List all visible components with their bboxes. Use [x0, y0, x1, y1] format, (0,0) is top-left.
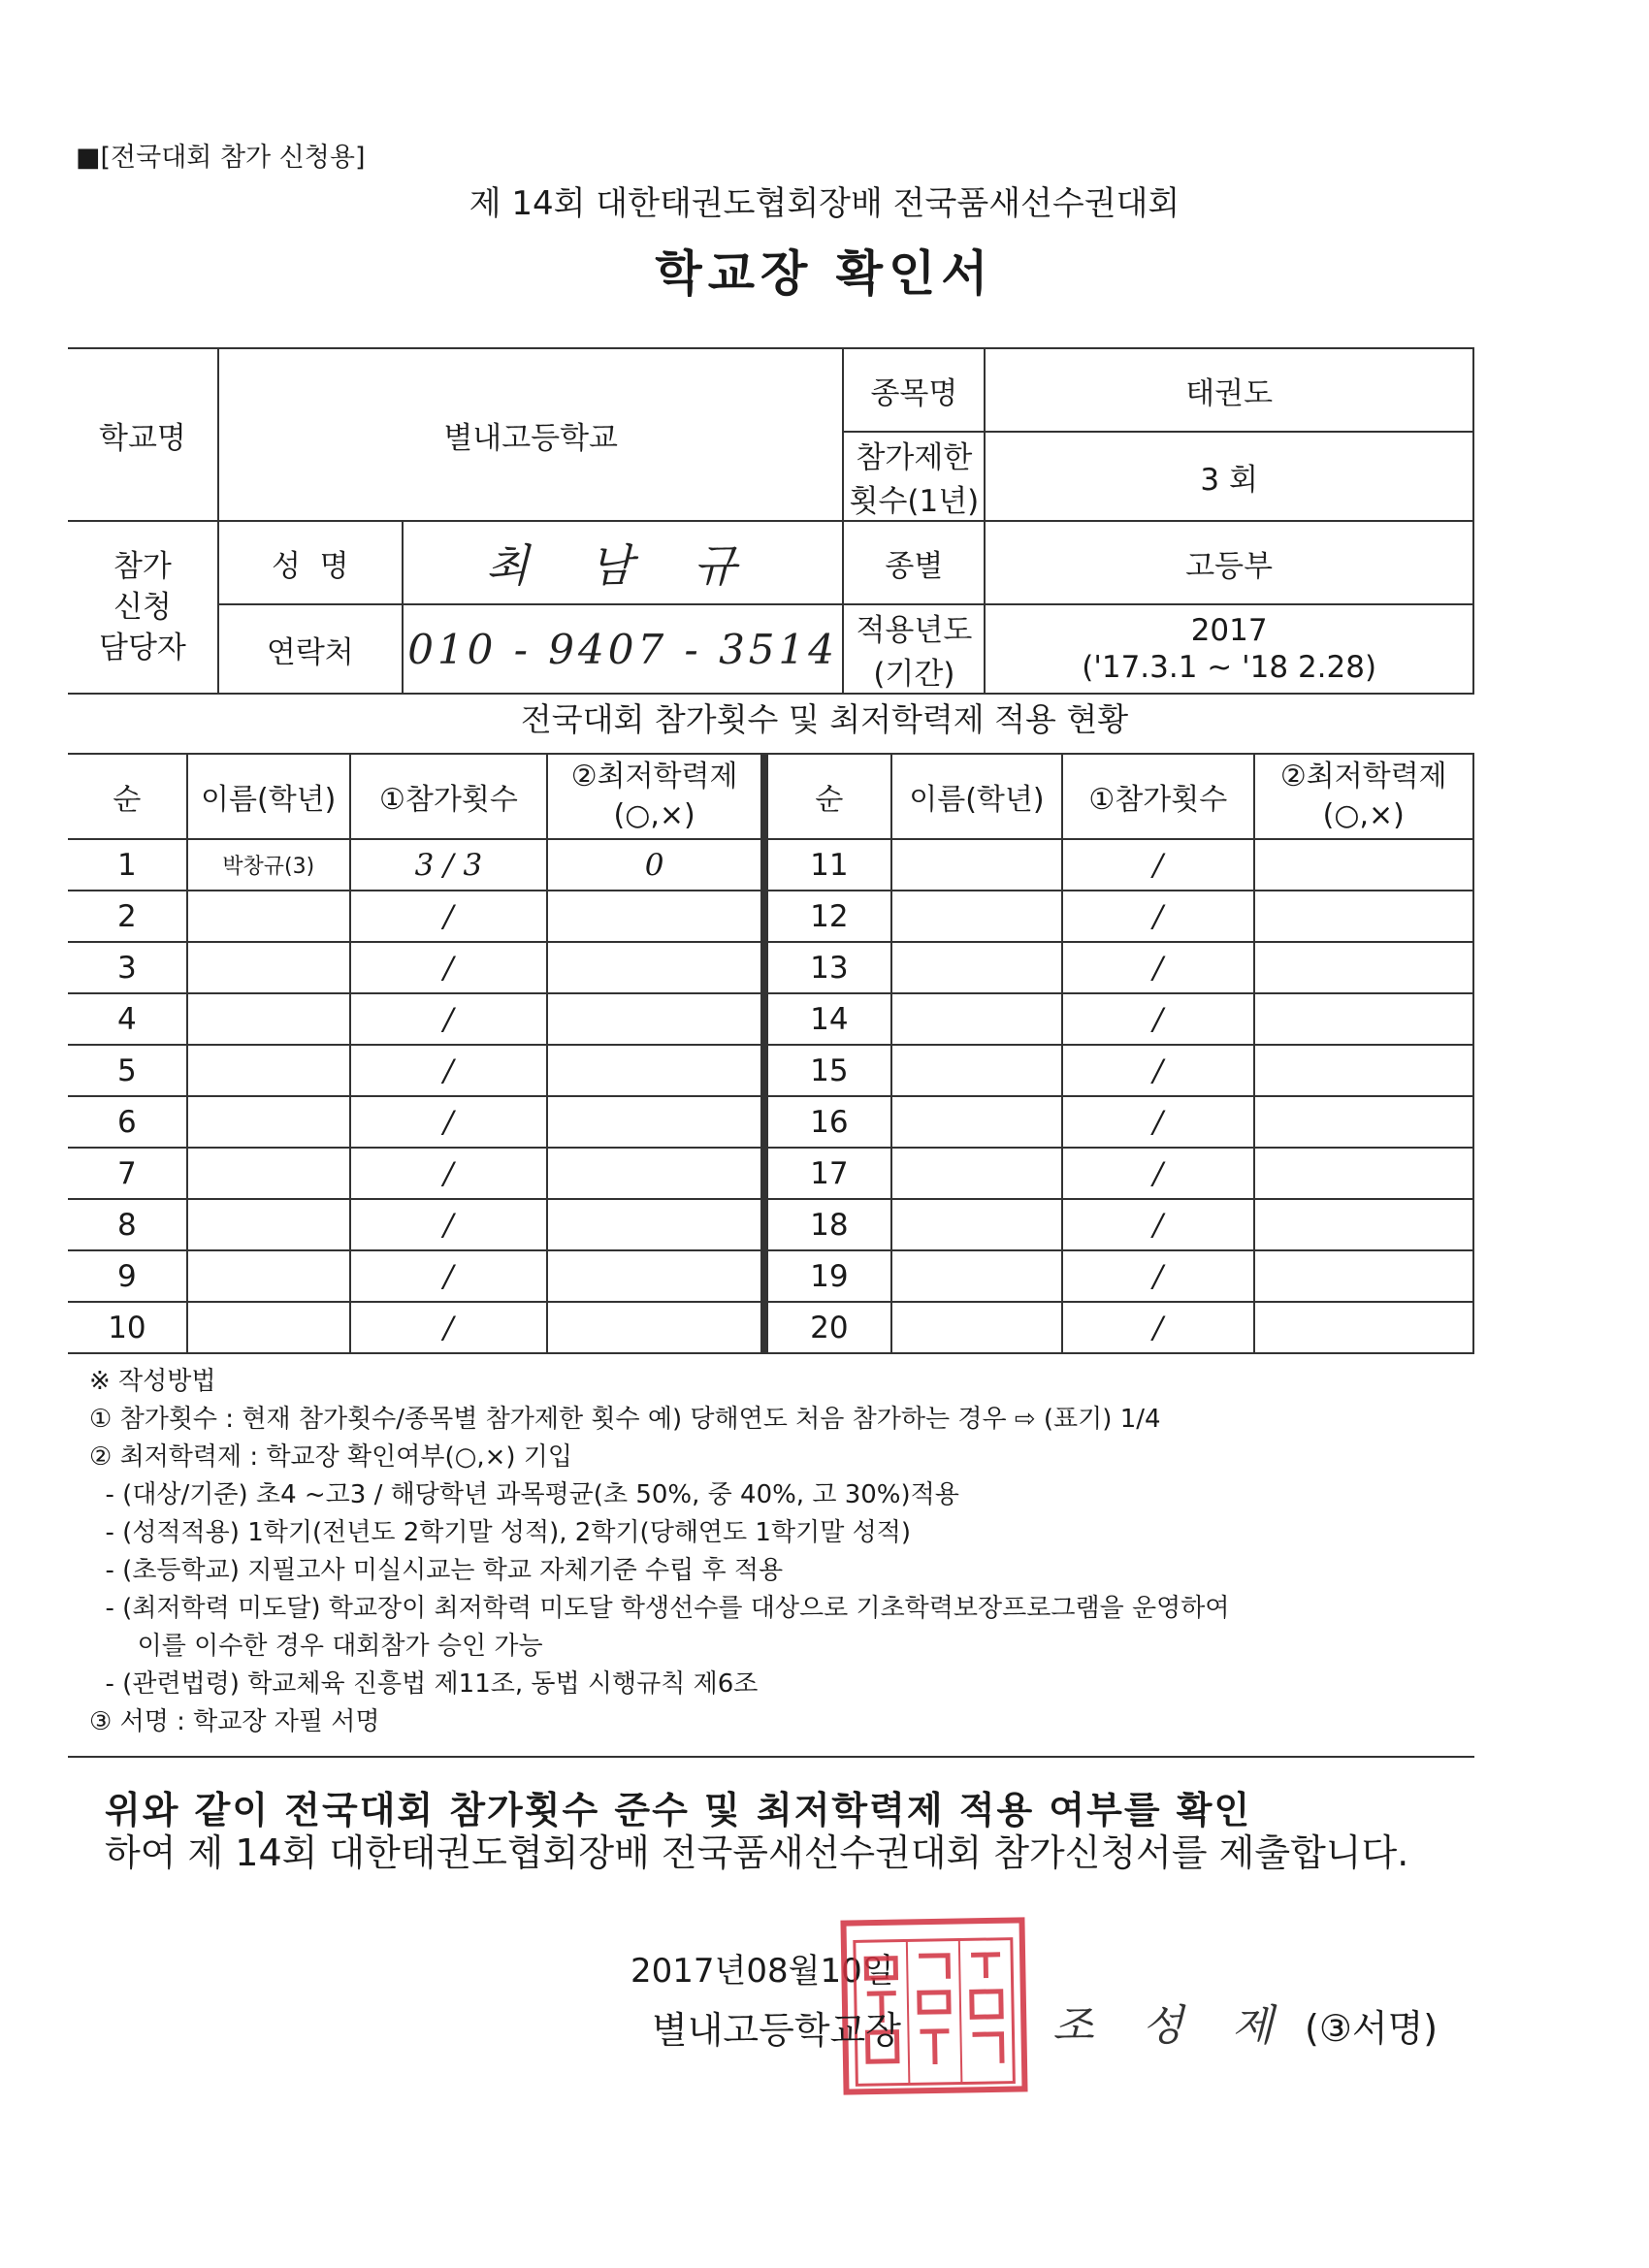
applicant-label — [68, 521, 218, 694]
sport-value: 태권도 — [985, 348, 1473, 432]
row-count: / — [1062, 1250, 1253, 1302]
year-label-line2: (기간) — [873, 657, 955, 692]
row-count: / — [350, 1302, 548, 1353]
row-name — [187, 1148, 350, 1199]
col-min — [1254, 754, 1473, 839]
status-table-left — [68, 753, 762, 1354]
instruction-line: - (대상/기준) 초4 ~고3 / 해당학년 과목평균(초 50%, 중 40%, 고 30%)적용 — [89, 1480, 959, 1509]
instructions — [89, 1363, 1229, 1741]
document-title: 학교장 확인서 — [655, 245, 994, 302]
table-row — [767, 1199, 1473, 1250]
year-label — [843, 604, 985, 694]
row-min-grade — [547, 1199, 761, 1250]
instruction-line: 이를 이수한 경우 대회참가 승인 가능 — [89, 1632, 543, 1661]
table-row — [68, 1302, 761, 1353]
row-min-grade — [547, 993, 761, 1045]
division-value: 고등부 — [985, 521, 1473, 604]
name-label: 성 명 — [218, 521, 403, 604]
table-row — [68, 1148, 761, 1199]
col-name: 이름(학년) — [891, 754, 1062, 839]
col-min — [547, 754, 761, 839]
issue-date: 2017년08월10일 — [630, 1952, 894, 1991]
instruction-line: ② 최저학력제 : 학교장 확인여부(○,×) 기입 — [89, 1442, 573, 1472]
row-count: / — [1062, 1148, 1253, 1199]
instruction-line: ① 참가횟수 : 현재 참가횟수/종목별 참가제한 횟수 예) 당해연도 처음 참가하는 경우 ⇨ (표기) 1/4 — [89, 1405, 1161, 1434]
year-label-line1: 적용년도 — [856, 613, 973, 648]
row-name — [891, 1302, 1062, 1353]
applicant-label-line1: 참가 — [113, 549, 172, 584]
instruction-line: ③ 서명 : 학교장 자필 서명 — [89, 1707, 380, 1736]
table-row — [68, 1250, 761, 1302]
row-number: 12 — [767, 891, 891, 942]
row-min-grade — [1254, 1250, 1473, 1302]
table-row — [767, 1096, 1473, 1148]
row-number: 2 — [68, 891, 187, 942]
row-min-grade — [547, 942, 761, 993]
instructions-title: ※ 작성방법 — [89, 1367, 216, 1396]
instruction-line: - (관련법령) 학교체육 진흥법 제11조, 동법 시행규칙 제6조 — [89, 1669, 759, 1699]
row-number: 18 — [767, 1199, 891, 1250]
row-min-grade — [547, 1096, 761, 1148]
division-label: 종별 — [843, 521, 985, 604]
table-row — [767, 891, 1473, 942]
row-min-grade: 0 — [547, 839, 761, 891]
row-count: / — [1062, 891, 1253, 942]
signature-label: (③서명) — [1305, 2007, 1439, 2050]
row-number: 5 — [68, 1045, 187, 1096]
table-row — [68, 1199, 761, 1250]
row-count: / — [1062, 1096, 1253, 1148]
row-count: / — [350, 1045, 548, 1096]
school-value: 별내고등학교 — [218, 348, 844, 521]
row-count: / — [350, 942, 548, 993]
contact-label: 연락처 — [218, 604, 403, 694]
name-value-handwritten: 최 남 규 — [403, 521, 844, 604]
table-row — [767, 1045, 1473, 1096]
year-value-main: 2017 — [1190, 613, 1268, 648]
row-name — [187, 891, 350, 942]
limit-label-line2: 횟수(1년) — [849, 484, 980, 519]
row-min-grade — [1254, 1096, 1473, 1148]
row-number: 20 — [767, 1302, 891, 1353]
row-count: / — [1062, 1302, 1253, 1353]
row-min-grade — [1254, 993, 1473, 1045]
row-min-grade — [1254, 1199, 1473, 1250]
row-number: 13 — [767, 942, 891, 993]
col-min-line2: (○,×) — [1322, 798, 1405, 832]
row-number: 9 — [68, 1250, 187, 1302]
row-min-grade — [1254, 891, 1473, 942]
row-count: / — [350, 1250, 548, 1302]
row-name — [891, 1148, 1062, 1199]
row-min-grade — [1254, 942, 1473, 993]
row-name — [891, 1250, 1062, 1302]
table-row — [767, 839, 1473, 891]
row-number: 17 — [767, 1148, 891, 1199]
form-type-tag: ■[전국대회 참가 신청용] — [76, 143, 366, 173]
school-label: 학교명 — [68, 348, 218, 521]
row-name — [187, 1302, 350, 1353]
row-min-grade — [547, 1302, 761, 1353]
table-row — [68, 1045, 761, 1096]
row-number: 6 — [68, 1096, 187, 1148]
row-number: 15 — [767, 1045, 891, 1096]
table-row — [767, 1250, 1473, 1302]
col-min-line1: ②최저학력제 — [570, 760, 738, 794]
applicant-label-line2: 신청 — [113, 590, 172, 625]
row-number: 14 — [767, 993, 891, 1045]
row-min-grade — [1254, 839, 1473, 891]
row-name — [187, 942, 350, 993]
limit-label-line1: 참가제한 — [856, 440, 973, 475]
declaration — [105, 1789, 1463, 1874]
row-min-grade — [547, 1250, 761, 1302]
row-number: 16 — [767, 1096, 891, 1148]
col-no: 순 — [68, 754, 187, 839]
row-min-grade — [1254, 1148, 1473, 1199]
year-period: ('17.3.1 ~ '18 2.28) — [1082, 650, 1377, 685]
row-name — [187, 1250, 350, 1302]
row-number: 3 — [68, 942, 187, 993]
status-table-right — [766, 753, 1474, 1354]
table-row — [767, 1148, 1473, 1199]
col-name: 이름(학년) — [187, 754, 350, 839]
event-title: 제 14회 대한태권도협회장배 전국품새선수권대회 — [469, 184, 1180, 223]
year-value — [985, 604, 1473, 694]
row-count: / — [1062, 993, 1253, 1045]
row-min-grade — [547, 1045, 761, 1096]
row-name — [187, 1199, 350, 1250]
declaration-line1: 위와 같이 전국대회 참가횟수 준수 및 최저학력제 적용 여부를 확인 — [105, 1789, 1252, 1831]
row-count: / — [1062, 942, 1253, 993]
row-number: 1 — [68, 839, 187, 891]
row-count: / — [350, 1096, 548, 1148]
table-row — [767, 993, 1473, 1045]
contact-value-handwritten: 010 - 9407 - 3514 — [403, 604, 844, 694]
school-info-table — [68, 347, 1474, 695]
row-name — [187, 1045, 350, 1096]
col-no: 순 — [767, 754, 891, 839]
col-min-line2: (○,×) — [613, 798, 695, 832]
row-name — [891, 1199, 1062, 1250]
divider — [68, 1756, 1474, 1758]
row-count: / — [1062, 1045, 1253, 1096]
table-row — [767, 942, 1473, 993]
row-name — [187, 1096, 350, 1148]
row-number: 4 — [68, 993, 187, 1045]
row-count: / — [350, 993, 548, 1045]
col-count: ①참가횟수 — [1062, 754, 1253, 839]
row-count: / — [350, 1148, 548, 1199]
declaration-line2: 하여 제 14회 대한태권도협회장배 전국품새선수권대회 참가신청서를 제출합니다. — [105, 1831, 1409, 1874]
limit-label — [843, 432, 985, 521]
row-name — [891, 1045, 1062, 1096]
school-principal: 별내고등학교장 — [652, 2009, 901, 2052]
row-count: / — [1062, 1199, 1253, 1250]
col-count: ①참가횟수 — [350, 754, 548, 839]
row-number: 19 — [767, 1250, 891, 1302]
row-number: 7 — [68, 1148, 187, 1199]
applicant-label-line3: 담당자 — [99, 631, 186, 665]
instruction-line: - (최저학력 미도달) 학교장이 최저학력 미도달 학생선수를 대상으로 기초학력보장프로그램을 운영하여 — [89, 1594, 1230, 1623]
col-min-line1: ②최저학력제 — [1279, 760, 1447, 794]
principal-signature: 조 성 제 — [1052, 2001, 1291, 2051]
row-count: / — [350, 1199, 548, 1250]
instruction-line: - (성적적용) 1학기(전년도 2학기말 성적), 2학기(당해연도 1학기말 성적) — [89, 1518, 911, 1547]
row-number: 10 — [68, 1302, 187, 1353]
status-title: 전국대회 참가횟수 및 최저학력제 적용 현황 — [520, 700, 1129, 738]
instruction-line: - (초등학교) 지필고사 미실시교는 학교 자체기준 수립 후 적용 — [89, 1556, 784, 1585]
table-row — [68, 993, 761, 1045]
row-name — [891, 942, 1062, 993]
row-min-grade — [1254, 1302, 1473, 1353]
row-name — [891, 1096, 1062, 1148]
table-row — [68, 942, 761, 993]
row-number: 11 — [767, 839, 891, 891]
table-row — [68, 839, 761, 891]
sport-label: 종목명 — [843, 348, 985, 432]
row-count: / — [1062, 839, 1253, 891]
row-name — [891, 891, 1062, 942]
row-count: 3 / 3 — [350, 839, 548, 891]
table-row — [68, 891, 761, 942]
limit-value: 3 회 — [985, 432, 1473, 521]
row-min-grade — [1254, 1045, 1473, 1096]
row-name: 박창규(3) — [187, 839, 350, 891]
row-count: / — [350, 891, 548, 942]
table-row — [68, 1096, 761, 1148]
row-min-grade — [547, 891, 761, 942]
row-name — [891, 839, 1062, 891]
row-min-grade — [547, 1148, 761, 1199]
row-name — [891, 993, 1062, 1045]
row-number: 8 — [68, 1199, 187, 1250]
table-row — [767, 1302, 1473, 1353]
row-name — [187, 993, 350, 1045]
